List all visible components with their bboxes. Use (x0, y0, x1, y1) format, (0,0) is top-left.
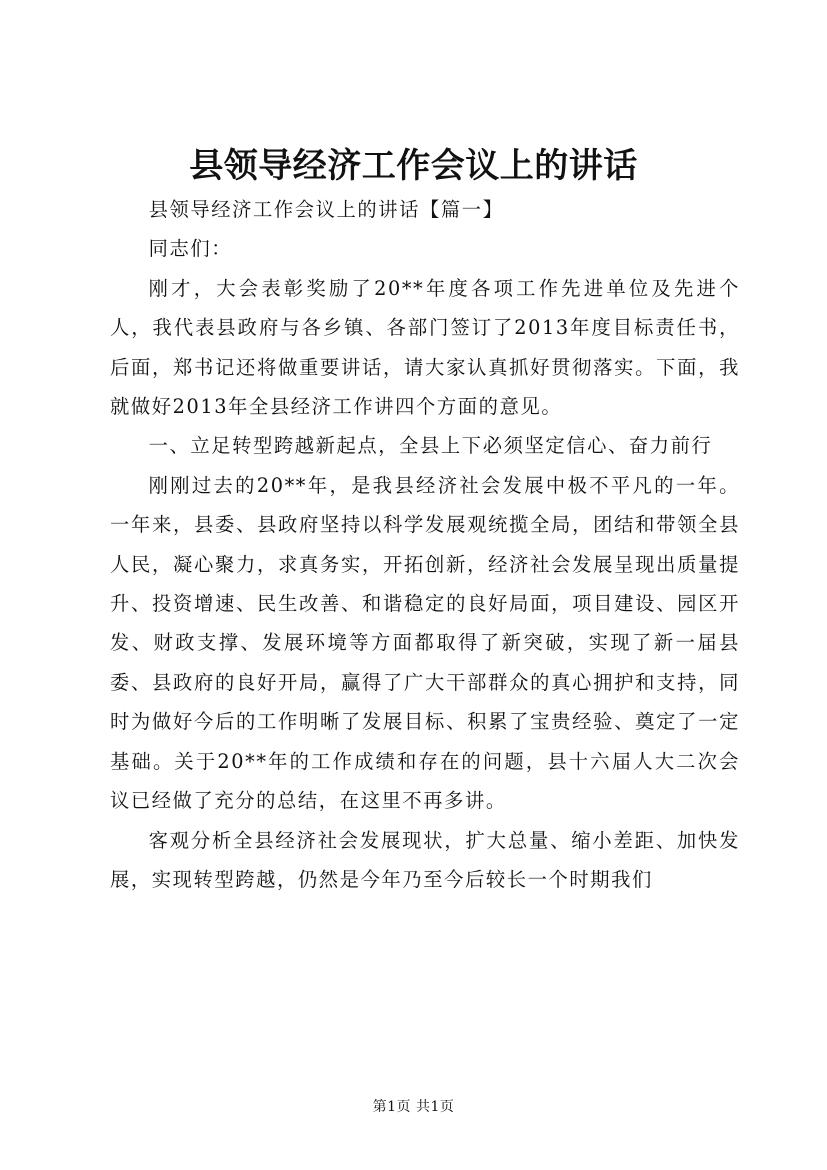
salutation: 同志们： (148, 237, 233, 261)
page-number-footer: 第1页 共1页 (372, 1099, 455, 1115)
document-title: 县领导经济工作会议上的讲话 (189, 146, 638, 186)
document-body (110, 190, 740, 899)
section-heading: 县领导经济工作会议上的讲话【篇一】 (148, 198, 504, 221)
subsection-heading: 一、立足转型跨越新起点，全县上下必须坚定信心、奋力前行 (148, 434, 713, 458)
paragraph: 刚刚过去的20**年，是我县经济社会发展中极不平凡的一年。一年来，县委、县政府坚持以科学发展观统揽全局，团结和带领全县人民，凝心聚力，求真务实，开拓创新，经济社会发展呈现出质量提升、投资增速、民生改善、和谐稳定的良好局面，项目建设、园区开发、财政支撑、发展环境等方面都取得了新突破，实现了新一届县委、县政府的良好开局，赢得了广大干部群众的真心拥护和支持，同时为做好今后的工作明晰了发展目标、积累了宝贵经验、奠定了一定基础。关于20**年的工作成绩和存在的问题，县十六届人大二次会议已经做了充分的总结，在这里不再多讲。 (110, 473, 740, 813)
paragraph: 刚才，大会表彰奖励了20**年度各项工作先进单位及先进个人，我代表县政府与各乡镇、各部门签订了2013年度目标责任书，后面，郑书记还将做重要讲话，请大家认真抓好贯彻落实。下面，我就做好2013年全县经济工作讲四个方面的意见。 (110, 276, 740, 419)
paragraph: 客观分析全县经济社会发展现状，扩大总量、缩小差距、加快发展，实现转型跨越，仍然是今年乃至今后较长一个时期我们 (110, 828, 740, 891)
